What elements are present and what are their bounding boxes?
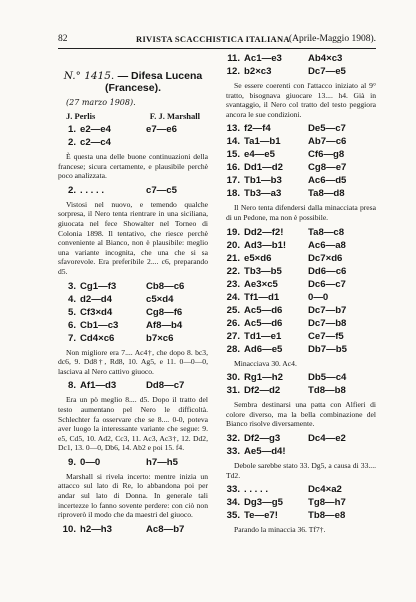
white-move: f2—f4	[244, 123, 271, 135]
move-list	[226, 371, 376, 397]
move-number: 32.	[226, 432, 240, 444]
white-player: J. Perlis	[66, 111, 96, 121]
move-number: 14.	[226, 136, 240, 148]
move-row	[58, 319, 208, 332]
black-move: Dd8—c7	[146, 380, 185, 392]
black-move: Dc7—e5	[308, 66, 346, 77]
move-number: 20.	[226, 239, 240, 251]
move-row	[226, 384, 376, 397]
white-move: Dd1—d2	[244, 162, 283, 174]
move-row	[226, 65, 376, 78]
move-row	[58, 379, 208, 392]
move-number: 11.	[227, 53, 240, 64]
move-number: 6.	[67, 319, 76, 331]
move-row	[58, 123, 208, 136]
move-row	[226, 148, 376, 161]
move-row	[226, 304, 376, 317]
move-list	[58, 523, 208, 536]
white-move: Tf1—d1	[244, 291, 280, 303]
commentary: È questa una delle buone continuazioni della francese; sicura certamente, e plausibile perchè poco analizzata.	[58, 152, 208, 181]
move-row	[226, 483, 376, 496]
commentary: Minacciava 30. Ac4.	[234, 358, 297, 368]
white-move: d2—d4	[80, 293, 112, 305]
white-move: e5×d6	[244, 252, 272, 264]
black-player: F. J. Marshall	[149, 111, 200, 121]
move-list	[226, 52, 376, 78]
black-move: c5×d4	[146, 293, 174, 305]
move-number: 30.	[226, 372, 240, 384]
white-move: Dd2—f2!	[244, 226, 284, 238]
white-move: Df2—g3	[244, 432, 281, 444]
move-row	[58, 306, 208, 319]
move-number: 7.	[67, 332, 76, 344]
black-move	[300, 445, 376, 458]
move-row	[226, 239, 376, 252]
move-row	[226, 226, 376, 239]
commentary: Marshall si rivela incerto: mentre inizia un attacco sul lato di Re, lo abbandona poi per andar sul lato di Donna. In generale tali incertezze lo fanno sovente perdere: con ciò non riproverò il modo che da maestri del giuoco.	[58, 471, 208, 520]
black-move: Ac8—b7	[146, 523, 185, 535]
black-move: Ac6—a8	[308, 239, 346, 251]
white-move: Tb3—b5	[244, 265, 282, 277]
commentary: Parando la minaccia 36. Tf7†.	[234, 525, 326, 535]
move-number: 2.	[67, 184, 76, 196]
move-number: 15.	[226, 149, 240, 161]
commentary: Non migliore era 7.... Ac4†, che dopo 8. bc3, dc6, 9. Dd8†, Rd8, 10. Ag5, e 11. 0—0—0, lasciava al Nero cattivo giuoco.	[58, 347, 208, 376]
black-move: e7—e6	[146, 124, 177, 135]
journal-title: RIVISTA SCACCHISTICA ITALIANA	[136, 34, 290, 44]
black-move: Dc4×a2	[308, 484, 342, 496]
left-column	[58, 52, 208, 536]
header-rule	[58, 48, 376, 49]
white-move: e2—e4	[80, 124, 111, 135]
game-date: (27 marzo 1908).	[66, 98, 136, 107]
move-list	[226, 432, 376, 458]
black-move: Td8—b8	[308, 385, 346, 397]
black-move: Ta8—d8	[308, 188, 345, 200]
move-list	[58, 123, 208, 149]
move-number: 23.	[226, 278, 240, 290]
move-row	[226, 174, 376, 187]
commentary: Debole sarebbe stato 33. Dg5, a causa di 33.... Td2.	[226, 460, 376, 480]
black-move: Cf6—g8	[308, 149, 345, 161]
right-column	[226, 52, 376, 538]
white-move: b2×c3	[244, 66, 272, 77]
move-row	[58, 184, 208, 197]
move-number: 16.	[226, 162, 240, 174]
move-number: 19.	[226, 226, 240, 238]
white-move: Rg1—h2	[244, 372, 283, 384]
move-number: 28.	[226, 343, 240, 355]
black-move	[134, 136, 208, 149]
white-move: Ac1—e3	[244, 53, 282, 64]
black-move: Ab4×c3	[308, 53, 343, 64]
move-number: 26.	[226, 317, 240, 329]
black-move: Dc7—b7	[308, 304, 347, 316]
move-number: 25.	[226, 304, 240, 316]
move-list	[226, 483, 376, 522]
move-number: 24.	[226, 291, 240, 303]
white-move: Dg3—g5	[244, 497, 283, 509]
move-row	[226, 122, 376, 135]
move-row	[226, 52, 376, 65]
move-list	[58, 379, 208, 392]
move-number: 34.	[226, 497, 240, 509]
black-move: Ce7—f5	[308, 330, 344, 342]
black-move: Af8—b4	[146, 319, 183, 331]
white-move: Te—e7!	[244, 510, 278, 522]
white-move: Ta1—b1	[244, 136, 281, 148]
black-move: Dc7×d6	[308, 252, 343, 264]
white-move: c2—c4	[80, 137, 111, 148]
black-move: c7—c5	[146, 184, 177, 196]
move-number: 10.	[62, 523, 76, 535]
white-move: Td1—e1	[244, 330, 282, 342]
white-move: Cf3×d4	[80, 306, 113, 318]
move-row	[226, 509, 376, 522]
page-number: 82	[58, 34, 68, 44]
move-row	[226, 135, 376, 148]
white-move: Cd4×c6	[80, 332, 115, 344]
move-row	[58, 332, 208, 345]
move-number: 18.	[226, 188, 240, 200]
move-row	[58, 456, 208, 469]
move-list	[226, 226, 376, 356]
white-move: . . . . .	[80, 184, 104, 196]
move-row	[226, 278, 376, 291]
move-list	[58, 184, 208, 197]
move-number: 2.	[67, 137, 76, 148]
move-row	[226, 496, 376, 509]
move-row	[226, 432, 376, 445]
move-row	[226, 330, 376, 343]
black-move: Ta8—c8	[308, 226, 345, 238]
move-row	[226, 343, 376, 356]
issue-date: (Aprile-Maggio 1908).	[288, 34, 376, 44]
black-move: De5—c7	[308, 123, 346, 135]
move-number: 35.	[226, 510, 240, 522]
move-number: 27.	[226, 330, 240, 342]
white-move: Tb1—b3	[244, 175, 282, 187]
move-row	[226, 445, 376, 458]
white-move: Ae5—d4!	[244, 445, 286, 457]
move-number: 12.	[226, 66, 240, 77]
move-number: 8.	[67, 380, 76, 392]
move-number: 22.	[226, 265, 240, 277]
white-move: Cb1—c3	[80, 319, 119, 331]
white-move: . . . . .	[244, 484, 268, 496]
commentary: Vistosi nel nuovo, e temendo qualche sorpresa, il Nero tenta rientrare in una siciliana, giuocata nel fece Showalter nel Torneo di Colonia 1898. Il tentativo, che riesce perchè conveniente al Bianco, non è plausibile: meglio una variante incognita, che una che si sa sfavorevole. Era preferibile 2.... c6, preparando d5.	[58, 199, 208, 276]
black-move: Dc6—c7	[308, 278, 346, 290]
black-move: Ac6—d5	[308, 175, 347, 187]
move-list	[58, 456, 208, 469]
running-header	[58, 32, 376, 46]
black-move: Dc4—e2	[308, 432, 346, 444]
move-number: 5.	[67, 306, 76, 318]
commentary: Il Nero tenta difendersi dalla minacciata presa di un Pedone, ma non è possibile.	[226, 203, 376, 222]
move-list	[226, 122, 376, 200]
move-number: 17.	[226, 175, 240, 187]
move-number: 9.	[67, 456, 76, 468]
move-row	[226, 187, 376, 200]
black-move: Db5—c4	[308, 372, 347, 384]
move-number: 21.	[226, 252, 240, 264]
black-move: Tb8—e8	[308, 510, 346, 522]
white-move: Tb3—a3	[244, 188, 282, 200]
white-move: e4—e5	[244, 149, 275, 161]
commentary: Era un pò meglio 8.... d5. Dopo il tratto del testo aumentano pel Nero le difficoltà. Schlechter fa osservare che se 8.... 0-0, poteva aver luogo la interessante variante che segue: 9. e5, Cd5, 10. Ad2, Cc3, 11. Ac3, Ac3†, 12. Dd2, Dc1, 13. 0—0, Db6, 14. Ab2 e poi 15. f4.	[58, 395, 208, 453]
white-move: Cg1—f3	[80, 280, 117, 292]
move-row	[226, 252, 376, 265]
white-move: Df2—d2	[244, 385, 281, 397]
opening-name: — Difesa Lucena (Francese).	[104, 70, 203, 94]
black-move: Dc7—b8	[308, 317, 347, 329]
move-row	[58, 280, 208, 293]
move-row	[58, 136, 208, 149]
move-number: 3.	[67, 280, 76, 292]
white-move: Ac5—d6	[244, 304, 283, 316]
white-move: 0—0	[80, 456, 101, 468]
black-move: Dd6—c6	[308, 265, 347, 277]
players	[66, 111, 200, 121]
move-row	[226, 317, 376, 330]
move-number: 4.	[67, 293, 76, 305]
black-move: Cg8—f6	[146, 306, 183, 318]
white-move: Ad6—e5	[244, 343, 283, 355]
white-move: Ad3—b1!	[244, 239, 287, 251]
white-move: h2—h3	[80, 523, 112, 535]
white-move: Ac5—d6	[244, 317, 283, 329]
black-move: Ab7—c6	[308, 136, 347, 148]
black-move: Db7—b5	[308, 343, 347, 355]
move-number: 33.	[226, 484, 240, 496]
move-row	[58, 293, 208, 306]
move-number: 1.	[67, 124, 76, 135]
move-row	[226, 371, 376, 384]
commentary: Sembra destinarsi una patta con Alfieri di colore diverso, ma la bella combinazione del Bianco risolve diversamente.	[226, 400, 376, 429]
move-row	[226, 265, 376, 278]
game-number: N.° 1415.	[63, 70, 115, 82]
move-row	[226, 161, 376, 174]
black-move: 0—0	[308, 291, 329, 303]
move-number: 31.	[226, 385, 240, 397]
move-row	[226, 291, 376, 304]
white-move: Af1—d3	[80, 380, 117, 392]
black-move: b7×c6	[146, 332, 174, 344]
black-move: Cb8—c6	[146, 280, 185, 292]
game-title	[58, 70, 208, 94]
black-move: Cg8—e7	[308, 162, 347, 174]
move-row	[58, 523, 208, 536]
white-move: Ae3×c5	[244, 278, 278, 290]
commentary: Se essere coerenti con l'attacco iniziato al 9° tratto, bisognava giuocare 13.... h4. Già in svantaggio, il Nero col tratto del testo peggiora ancora le sue condizioni.	[226, 81, 376, 119]
black-move: h7—h5	[146, 456, 178, 468]
black-move: Tg8—h7	[308, 497, 346, 509]
move-list	[58, 280, 208, 345]
move-number: 33.	[226, 445, 240, 457]
move-number: 13.	[226, 123, 240, 135]
